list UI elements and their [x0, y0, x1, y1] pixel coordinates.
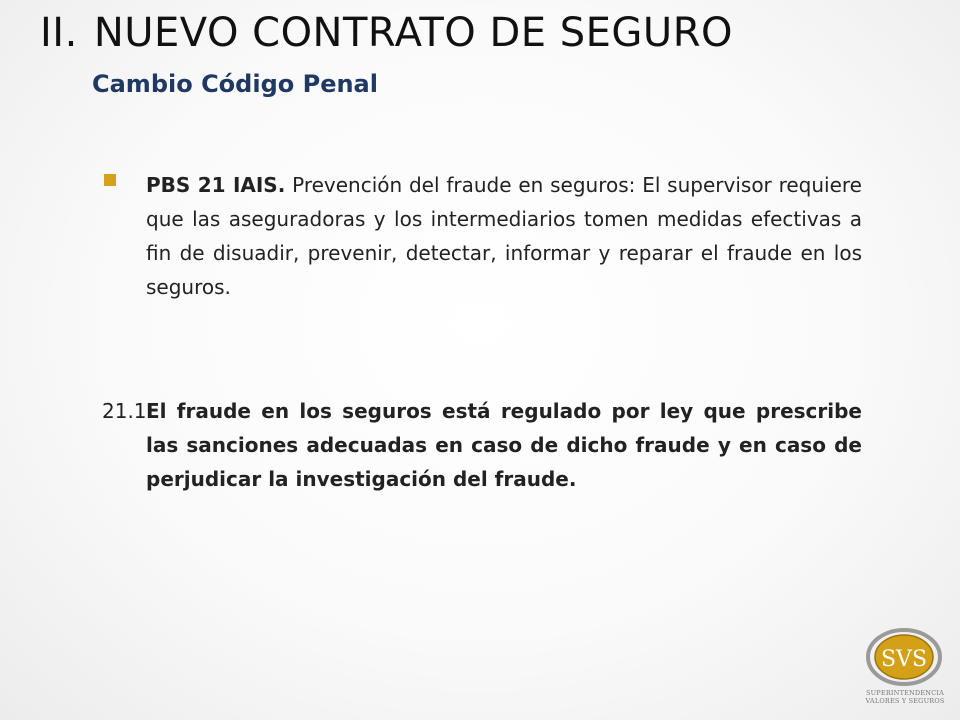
bullet-paragraph: [146, 168, 862, 304]
svs-logo: [864, 626, 946, 714]
bullet-lead: PBS 21 IAIS.: [146, 173, 286, 197]
slide-subtitle: Cambio Código Penal: [92, 70, 378, 98]
point-text: El fraude en los seguros está regulado por ley que prescribe las sanciones adecuadas en caso de dicho fraude y en caso de perjudicar la investigación del fraude.: [146, 399, 862, 491]
logo-caption: [864, 689, 946, 705]
section-number: II.: [40, 10, 78, 56]
svs-emblem-icon: [864, 626, 946, 688]
logo-caption-line1: SUPERINTENDENCIA: [865, 689, 945, 697]
numbered-point: [102, 394, 862, 496]
logo-caption-line2: VALORES Y SEGUROS: [865, 697, 945, 705]
point-number: 21.1: [102, 399, 147, 423]
bullet-item: [104, 168, 862, 304]
logo-initials: SVS: [880, 647, 928, 672]
slide-title: [40, 10, 733, 56]
square-bullet-icon: [104, 174, 116, 186]
bullet-body: Prevención del fraude en seguros: El supervisor requiere que las aseguradoras y los intermediarios tomen medidas efectivas a fin de disuadir, prevenir, detectar, informar y reparar el fraude en los seguros.: [146, 173, 862, 299]
section-title: NUEVO CONTRATO DE SEGURO: [93, 10, 733, 56]
